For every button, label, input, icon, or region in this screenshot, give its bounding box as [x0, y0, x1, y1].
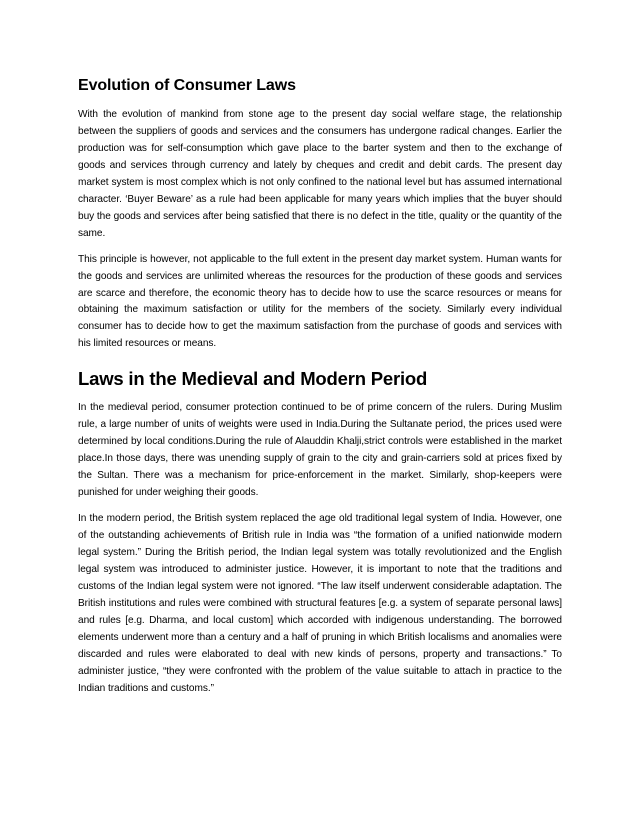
paragraph-evolution-2: This principle is however, not applicable to the full extent in the present day market system. Human wants for the goods and services are unlimited whereas the resources for the production of these goods and services are scarce and therefore, the economic theory has to decide how to use the scarce resources or means for obtaining the maximum satisfaction or utility for the members of the society. Similarly every individual consumer has to decide how to get the maximum satisfaction from the purchase of goods and services with his limited resources or means. [78, 253, 562, 350]
paragraph-medieval: In the medieval period, consumer protection continued to be of prime concern of the rulers. During Muslim rule, a large number of units of weights were used in India.During the Sultanate period, the prices used were determined by local conditions.During the rule of Alauddin Khalji,strict controls were established in the market place.In those days, there was unending supply of grain to the city and grain-carriers sold at prices fixed by the Sultan. There was a mechanism for price-enforcement in the market. Similarly, shop-keepers were punished for under weighing their goods. [78, 402, 562, 499]
paragraph-modern: In the modern period, the British system replaced the age old traditional legal system of India. However, one of the outstanding achievements of British rule in India was “the formation of a unified nationwide modern legal system.” During the British period, the Indian legal system was totally revolutionized and the English legal system was introduced to administer justice. However, it is important to note that the traditions and customs of the Indian legal system were not ignored. “The law itself underwent considerable adaptation. The British institutions and rules were combined with structural features [e.g. a system of separate personal laws] and rules [e.g. Dharma, and local custom] which accorded with indigenous understanding. The borrowed elements underwent more than a century and a half of pruning in which British localisms and anomalies were discarded and rules were elaborated to deal with new kinds of persons, property and transactions.” To administer justice, “they were confronted with the problem of the value suitable to attach in practice to the Indian traditions and customs.” [78, 513, 562, 694]
section-heading-medieval-modern: Laws in the Medieval and Modern Period [78, 368, 428, 390]
paragraph-evolution-1: With the evolution of mankind from stone age to the present day social welfare stage, the relationship between the suppliers of goods and services and the consumers has undergone radical changes. Earlier the production was for self-consumption which gave place to the barter system and then to the exchange of goods and services through currency and lately by cheques and credit and debit cards. The present day market system is most complex which is not only confined to the national level but has assumed international character. ‘Buyer Beware’ as a rule had been applicable for many years which implies that the buyer should buy the goods and services after being satisfied that there is no defect in the title, quality or the quantity of the same. [78, 109, 562, 239]
document-page [78, 70, 562, 707]
section-heading-evolution: Evolution of Consumer Laws [78, 77, 296, 94]
